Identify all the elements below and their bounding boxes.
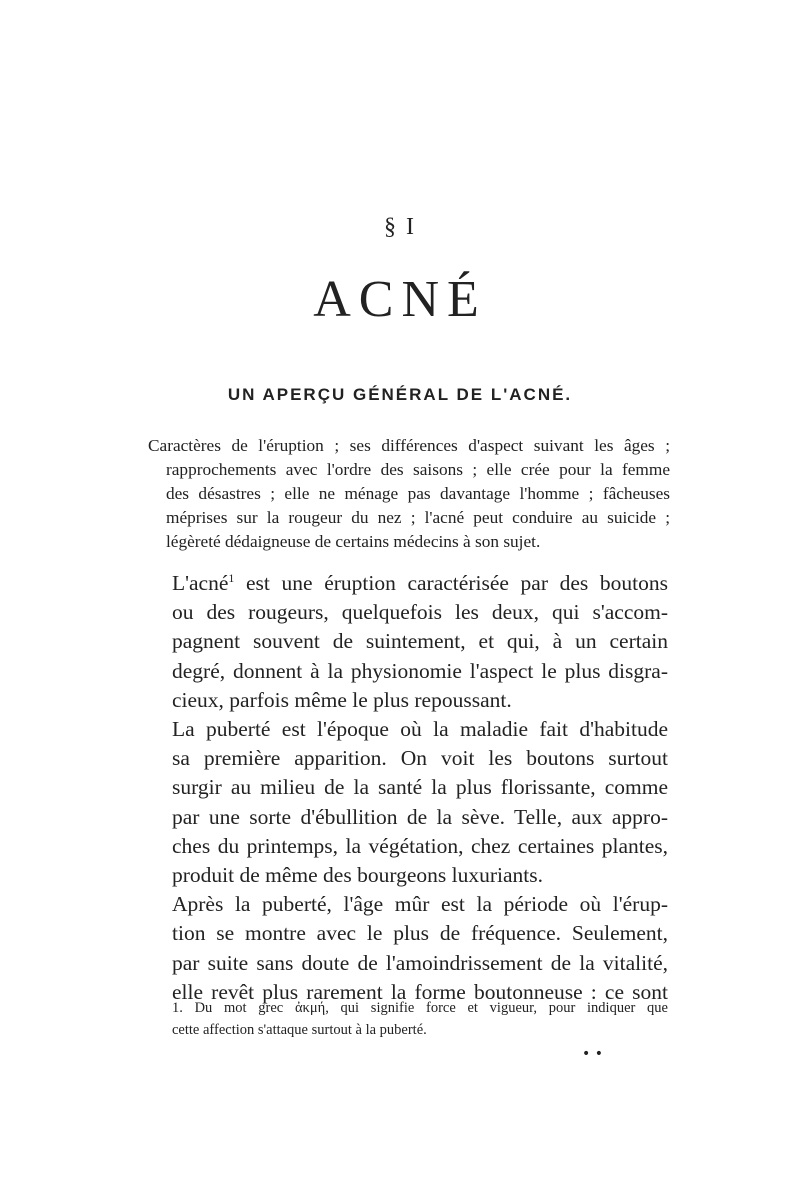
chapter-title: ACNÉ [313, 271, 487, 328]
body-line: par une sorte d'ébullition de la sève. Telle, aux appro- [172, 804, 668, 829]
body-line: par suite sans doute de l'amoindrissement de la vitalité, [172, 950, 668, 975]
footnote-reference: 1 [228, 570, 235, 585]
body-line-rest: est une éruption caractérisée par des boutons [234, 571, 668, 595]
summary-line: méprises sur la rougeur du nez ; l'acné peut conduire au suicide ; [166, 508, 670, 527]
body-line: degré, donnent à la physionomie l'aspect le plus disgra- [172, 658, 668, 683]
footnote-line: cette affection s'attaque surtout à la puberté. [172, 1022, 427, 1038]
footnote [172, 997, 668, 1041]
body-line: ou des rougeurs, quelquefois les deux, qui s'accom- [172, 600, 668, 625]
body-line: sa première apparition. On voit les boutons surtout [172, 746, 668, 771]
body-line: tion se montre avec le plus de fréquence. Seulement, [172, 921, 668, 946]
body-line: pagnent souvent de suintement, et qui, à un certain [172, 629, 668, 654]
body-line: La puberté est l'époque où la maladie fait d'habitude [172, 717, 668, 742]
footnote-line: 1. Du mot grec ἀκμή, qui signifie force et vigueur, pour indiquer que [172, 1000, 668, 1016]
body-text [172, 569, 668, 1007]
body-line [172, 569, 668, 598]
printer-marks: • • [582, 1046, 603, 1062]
body-line: ches du printemps, la végétation, chez certaines plantes, [172, 833, 668, 858]
summary-line: des désastres ; elle ne ménage pas davantage l'homme ; fâcheuses [166, 484, 670, 503]
body-line: Après la puberté, l'âge mûr est la période où l'érup- [172, 892, 668, 917]
body-line: produit de même des bourgeons luxuriants. [172, 863, 544, 888]
body-line: cieux, parfois même le plus repoussant. [172, 687, 512, 712]
chapter-summary [148, 434, 670, 554]
chapter-subtitle: UN APERÇU GÉNÉRAL DE L'ACNÉ. [227, 385, 573, 404]
body-line-start: L'acné [172, 571, 229, 595]
summary-line: rapprochements avec l'ordre des saisons ; elle crée pour la femme [166, 460, 670, 479]
body-line: elle revêt plus rarement la forme boutonneuse : ce sont [172, 979, 668, 1004]
body-line: surgir au milieu de la santé la plus florissante, comme [172, 775, 668, 800]
section-number: § I [384, 214, 416, 240]
summary-line: Caractères de l'éruption ; ses différences d'aspect suivant les âges ; [148, 436, 670, 455]
summary-line: légèreté dédaigneuse de certains médecins à son sujet. [166, 532, 541, 551]
